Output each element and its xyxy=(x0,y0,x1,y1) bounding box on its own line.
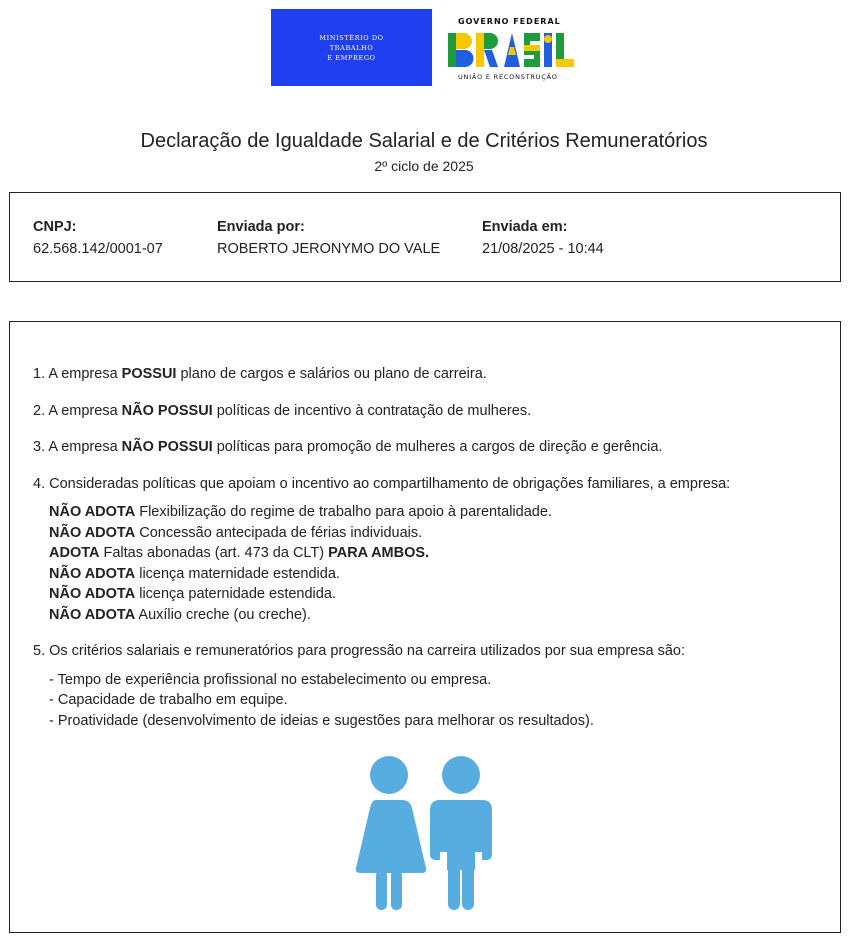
man-figure-icon xyxy=(430,756,492,910)
sent-by-value: ROBERTO JERONYMO DO VALE xyxy=(217,241,441,257)
list-item xyxy=(49,543,823,564)
declaration-content xyxy=(33,364,823,747)
policy-status: NÃO ADOTA xyxy=(49,524,136,541)
policy-text: Flexibilização do regime de trabalho para apoio à parentalidade. xyxy=(135,504,552,520)
page-title: Declaração de Igualdade Salarial e de Critérios Remuneratórios xyxy=(140,130,708,152)
cnpj-label: CNPJ: xyxy=(33,219,77,235)
list-item: - Tempo de experiência profissional no estabelecimento ou empresa. xyxy=(49,671,492,688)
policy-text: Auxílio creche (ou creche). xyxy=(135,606,311,623)
policy-text: licença paternidade estendida. xyxy=(135,586,336,602)
policy-status: NÃO ADOTA xyxy=(49,606,136,623)
sent-at-label: Enviada em: xyxy=(482,219,568,235)
policy-text: licença maternidade estendida. xyxy=(135,565,340,582)
ministry-line-1: MINISTÉRIO DO xyxy=(319,33,384,42)
list-item xyxy=(49,502,823,523)
family-policies-list xyxy=(49,502,823,625)
list-item: - Proatividade (desenvolvimento de ideias e sugestões para melhorar os resultados). xyxy=(49,712,594,729)
question-3 xyxy=(33,437,823,458)
sent-at-value: 21/08/2025 - 10:44 xyxy=(482,241,604,257)
sent-by-label: Enviada por: xyxy=(217,219,305,235)
sent-at-field xyxy=(482,219,604,257)
ministry-logo xyxy=(271,9,432,86)
submission-info-box xyxy=(9,192,841,282)
cnpj-value: 62.568.142/0001-07 xyxy=(33,241,163,257)
governo-federal-logo xyxy=(446,15,581,85)
policy-text: Concessão antecipada de férias individuais. xyxy=(135,524,423,541)
title-block xyxy=(0,130,848,174)
equality-figures xyxy=(352,754,502,914)
policy-status: NÃO ADOTA xyxy=(49,565,136,582)
woman-figure-icon xyxy=(356,756,426,910)
q3-suffix: políticas para promoção de mulheres a cargos de direção e gerência. xyxy=(212,439,663,455)
policy-status: NÃO ADOTA xyxy=(49,586,136,602)
policy-status: NÃO ADOTA xyxy=(49,504,136,520)
list-item xyxy=(49,605,823,626)
q3-prefix: 3. A empresa xyxy=(33,439,122,455)
q2-suffix: políticas de incentivo à contratação de mulheres. xyxy=(212,402,532,419)
ministry-line-3: E EMPREGO xyxy=(327,53,376,62)
policy-text: Faltas abonadas (art. 473 da CLT) xyxy=(99,545,329,561)
question-1 xyxy=(33,364,823,385)
q2-prefix: 2. A empresa xyxy=(33,402,122,419)
q4-text: 4. Consideradas políticas que apoiam o incentivo ao compartilhamento de obrigações familiares, a empresa: xyxy=(33,475,731,492)
ministry-line-2: TRABALHO xyxy=(329,43,374,52)
q3-answer: NÃO POSSUI xyxy=(121,439,213,455)
sent-by-field xyxy=(217,219,440,257)
list-item xyxy=(49,523,823,544)
header-logos xyxy=(0,9,848,89)
list-item xyxy=(49,584,823,605)
q5-text: 5. Os critérios salariais e remuneratórios para progressão na carreira utilizados por sua empresa são: xyxy=(33,643,685,659)
q1-suffix: plano de cargos e salários ou plano de carreira. xyxy=(176,366,487,382)
question-5 xyxy=(33,641,823,731)
declaration-box xyxy=(9,321,841,933)
criteria-list xyxy=(49,670,823,732)
question-4 xyxy=(33,474,823,626)
question-2 xyxy=(33,401,823,422)
cnpj-field xyxy=(33,219,163,257)
gov-title: GOVERNO FEDERAL xyxy=(458,17,561,26)
policy-status: ADOTA xyxy=(49,545,100,561)
page-subtitle: 2º ciclo de 2025 xyxy=(374,158,474,174)
q1-prefix: 1. A empresa xyxy=(33,366,122,382)
list-item: - Capacidade de trabalho em equipe. xyxy=(49,692,288,708)
q2-answer: NÃO POSSUI xyxy=(121,402,213,419)
list-item xyxy=(49,564,823,585)
brasil-wordmark-icon xyxy=(448,29,578,71)
gov-subtitle: UNIÃO E RECONSTRUÇÃO xyxy=(458,73,558,81)
q1-answer: POSSUI xyxy=(121,366,177,382)
policy-extra: PARA AMBOS. xyxy=(328,545,430,561)
